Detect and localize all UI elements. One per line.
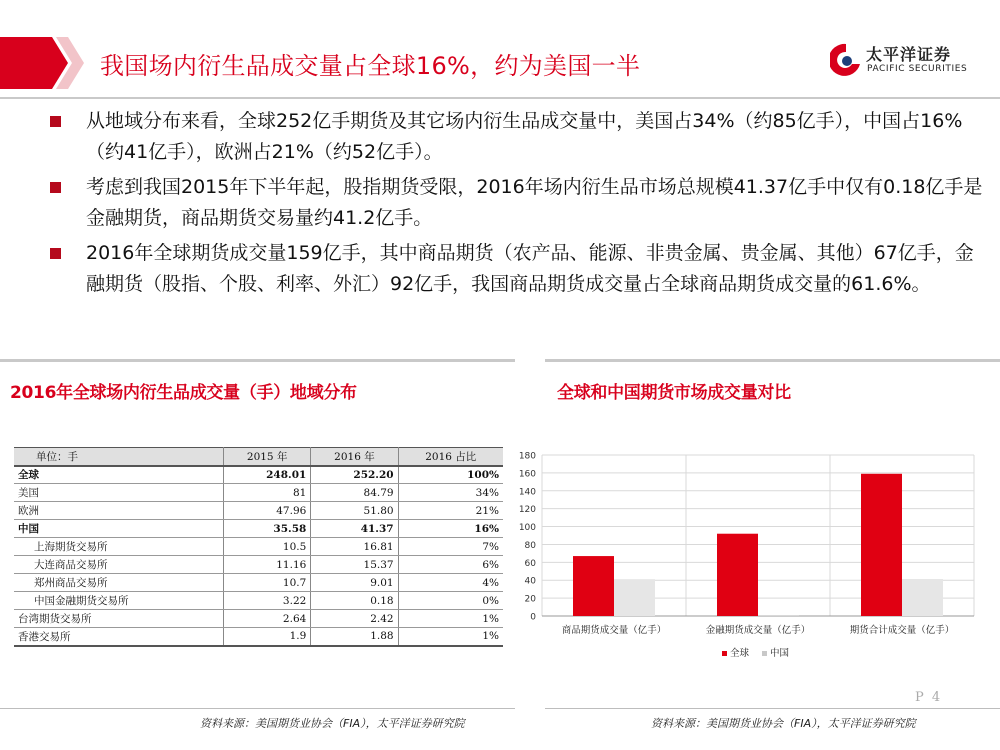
value-2015-cell: 2.64: [224, 610, 311, 628]
table-body: [14, 466, 503, 646]
legend-label: 全球: [730, 648, 750, 659]
bullet-text: 从地域分布来看，全球252亿手期货及其它场内衍生品成交量中，美国占34%（约85亿手），中国占16%（约41亿手），欧洲占21%（约52亿手）。: [86, 110, 963, 163]
table-row: [14, 466, 503, 484]
bullet-item: [48, 172, 983, 234]
page-number: P 4: [915, 690, 943, 705]
row-name-cell: 大连商品交易所: [14, 556, 224, 574]
value-2015-cell: 81: [224, 484, 311, 502]
share-cell: 34%: [398, 484, 503, 502]
row-name-cell: 全球: [14, 466, 224, 484]
right-section-rule: [545, 359, 1000, 362]
pacific-logo-icon: [830, 42, 862, 78]
y-tick-label: 140: [518, 487, 536, 498]
share-cell: 100%: [398, 466, 503, 484]
header-divider: [0, 97, 1000, 99]
volume-table: [14, 447, 503, 647]
row-name-cell: 台湾期货交易所: [14, 610, 224, 628]
column-header-unit: 单位：手: [14, 448, 224, 466]
table-row: [14, 592, 503, 610]
row-name-cell: 上海期货交易所: [14, 538, 224, 556]
left-source-rule: [0, 708, 515, 709]
row-name-cell: 郑州商品交易所: [14, 574, 224, 592]
header-chevron-graphic: [0, 37, 86, 89]
y-tick-label: 0: [530, 612, 536, 623]
share-cell: 0%: [398, 592, 503, 610]
futures-volume-chart: [512, 445, 990, 670]
table-row: [14, 628, 503, 646]
bullet-square-icon: [50, 182, 61, 193]
value-2016-cell: 16.81: [311, 538, 398, 556]
value-2016-cell: 252.20: [311, 466, 398, 484]
y-tick-label: 20: [524, 594, 536, 605]
share-cell: 1%: [398, 610, 503, 628]
y-tick-label: 180: [518, 451, 536, 462]
value-2015-cell: 10.5: [224, 538, 311, 556]
row-name-cell: 美国: [14, 484, 224, 502]
share-cell: 4%: [398, 574, 503, 592]
share-cell: 6%: [398, 556, 503, 574]
x-tick-label: 期货合计成交量（亿手）: [849, 625, 955, 636]
bullet-list: [48, 106, 983, 304]
column-header-share: 2016 占比: [398, 448, 503, 466]
bar-global: [573, 556, 614, 616]
value-2015-cell: 248.01: [224, 466, 311, 484]
column-header-2015: 2015 年: [224, 448, 311, 466]
value-2015-cell: 47.96: [224, 502, 311, 520]
y-tick-label: 60: [524, 558, 536, 569]
logo-chinese-text: 太平洋证券: [866, 45, 952, 64]
bullet-text: 考虑到我国2015年下半年起，股指期货受限，2016年场内衍生品市场总规模41.37亿手中仅有0.18亿手是金融期货，商品期货交易量约41.2亿手。: [86, 176, 983, 229]
logo-english-text: PACIFIC SECURITIES: [867, 64, 968, 74]
table-row: [14, 484, 503, 502]
table-row: [14, 574, 503, 592]
bar-global: [717, 534, 758, 616]
bullet-item: [48, 238, 983, 300]
value-2015-cell: 11.16: [224, 556, 311, 574]
y-tick-label: 160: [518, 469, 536, 480]
y-tick-label: 40: [524, 576, 536, 587]
table-row: [14, 556, 503, 574]
value-2015-cell: 1.9: [224, 628, 311, 646]
value-2016-cell: 41.37: [311, 520, 398, 538]
share-cell: 1%: [398, 628, 503, 646]
bullet-item: [48, 106, 983, 168]
left-source-note: 资料来源：美国期货业协会（FIA），太平洋证券研究院: [200, 717, 465, 730]
left-section-rule: [0, 359, 515, 362]
value-2016-cell: 0.18: [311, 592, 398, 610]
bar-china: [614, 579, 655, 616]
company-logo: [830, 40, 990, 82]
right-source-note: 资料来源：美国期货业协会（FIA），太平洋证券研究院: [651, 717, 916, 730]
row-name-cell: 香港交易所: [14, 628, 224, 646]
bullet-square-icon: [50, 248, 61, 259]
value-2016-cell: 51.80: [311, 502, 398, 520]
right-source-rule: [545, 708, 1000, 709]
row-name-cell: 中国: [14, 520, 224, 538]
x-tick-label: 金融期货成交量（亿手）: [705, 625, 811, 636]
y-tick-label: 80: [524, 540, 536, 551]
value-2016-cell: 1.88: [311, 628, 398, 646]
left-section-title: 2016年全球场内衍生品成交量（手）地域分布: [10, 383, 357, 403]
value-2016-cell: 15.37: [311, 556, 398, 574]
table-row: [14, 538, 503, 556]
y-tick-label: 120: [518, 505, 536, 516]
column-header-2016: 2016 年: [311, 448, 398, 466]
bar-global: [861, 474, 902, 616]
value-2015-cell: 3.22: [224, 592, 311, 610]
table-row: [14, 502, 503, 520]
share-cell: 7%: [398, 538, 503, 556]
value-2015-cell: 35.58: [224, 520, 311, 538]
share-cell: 21%: [398, 502, 503, 520]
table-row: [14, 520, 503, 538]
value-2016-cell: 84.79: [311, 484, 398, 502]
bullet-text: 2016年全球期货成交量159亿手，其中商品期货（农产品、能源、非贵金属、贵金属、其他）67亿手，金融期货（股指、个股、利率、外汇）92亿手，我国商品期货成交量占全球商品期货成交量的61.6%。: [86, 242, 974, 295]
value-2016-cell: 2.42: [311, 610, 398, 628]
volume-table-container: [14, 447, 503, 647]
value-2016-cell: 9.01: [311, 574, 398, 592]
y-tick-label: 100: [518, 523, 536, 534]
table-header-row: [14, 448, 503, 466]
value-2015-cell: 10.7: [224, 574, 311, 592]
row-name-cell: 欧洲: [14, 502, 224, 520]
row-name-cell: 中国金融期货交易所: [14, 592, 224, 610]
legend-swatch: [762, 651, 767, 656]
right-section-title: 全球和中国期货市场成交量对比: [557, 383, 791, 403]
bullet-square-icon: [50, 116, 61, 127]
table-row: [14, 610, 503, 628]
legend-swatch: [722, 651, 727, 656]
page-title: 我国场内衍生品成交量占全球16%，约为美国一半: [100, 52, 641, 80]
x-tick-label: 商品期货成交量（亿手）: [561, 625, 667, 636]
bar-china: [902, 579, 943, 616]
share-cell: 16%: [398, 520, 503, 538]
legend-label: 中国: [770, 648, 790, 659]
